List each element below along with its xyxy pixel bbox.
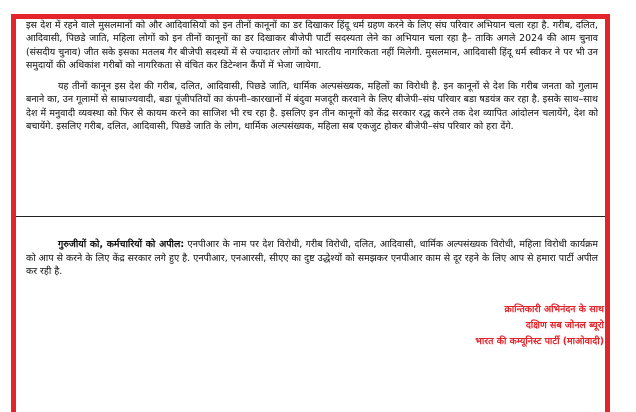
appeal-paragraph <box>26 238 598 278</box>
signature-block <box>374 302 604 350</box>
signature-line-2: दक्षिण सब जोनल ब्यूरो <box>525 320 604 331</box>
body-text <box>26 19 598 133</box>
signature-line-3: भारत की कम्यूनिस्ट पार्टी (माओवादी) <box>475 336 604 347</box>
appeal-lead: गुरुजीयों को, कर्मचारियों को अपील: <box>58 239 185 251</box>
paragraph-1: इस देश में रहने वाले मुसलमानों को और आदिवासियों को इन तीनों कानूनों का डर दिखाकर हिंदू धर्म ग्रहण करने के लिए संघ परिवार अभियान चला रहा है. गरीब, दलित, आदिवासी, पिछडे जाति, महिला लोगों को इन तीनों कानूनों का डर दिखाकर बीजेपी पार्टी सदस्यता लेने का अभियान चला रहा है– ताकि अगले 2024 की आम चुनाव (संसदीय चुनाव) जीत सके इसका मतलब गैर बीजेपी सदस्यों में से ज्यादातर लोगों को भारतीय नागरिकता नहीं मिलेगी. मुसलमान, आदिवासी हिंदू धर्म स्वीकर ने पर भी उन समुदायों की अधिकांश गरीबों को नागरिकता से वंचित कर डिटेन्शन कैंपों में भेजा जायेगा. <box>26 20 598 71</box>
paragraph-2: यह तीनों कानून इस देश की गरीब, दलित, आदिवासी, पिछडे जाति, धार्मिक अल्पसंख्यक, महिलों का विरोधी है. इन कानूनों से देश कि गरीब जनता को गुलाम बनाने का, उन गूलामों से साम्राज्यवादी, बडा पूंजीपतियों का कंपनी–कारखानों में बंदुवा मजदूरी करवाने के लिए बीजेपी–संघ परिवार बडा षडयंत्र कर रहा है. इसके साथ–साथ देश में मनुवादी व्यवस्था को फिर से कायम करने का साजिश भी रच रहा है. इसलिए इन तीन कानूनों को केंद्र सरकार रद्ध करने तक देश व्यापित आंदोलन चलायेंगे, देश को बचायेंगे. इसलिए गरीब, दलित, आदिवासी, पिछडे जाति के लोग, धार्मिक अल्पसंख्यक, महिला सब एकजुट होकर बीजेपी–संघ परिवार को हरा देंगे. <box>26 81 598 133</box>
section-divider <box>16 216 605 217</box>
appeal-text: एनपीआर के नाम पर देश विरोधी, गरीब विरोधी, दलित, आदिवासी, धार्मिक अल्पसंख्यक विरोधी, महिला विरोधी कार्यक्रम को आप से करने के लिए केंद्र सरकार लगे हुए है. एनपीआर, एनआरसी, सीएए का दुष्ट उद्धेश्यों को समझकर एनपीआर काम से दूर रहने के लिए आप से हमारा पार्टी अपील कर रही है. <box>26 239 598 277</box>
signature-line-1: क्रान्तिकारी अभिनंदन के साथ <box>504 304 604 315</box>
